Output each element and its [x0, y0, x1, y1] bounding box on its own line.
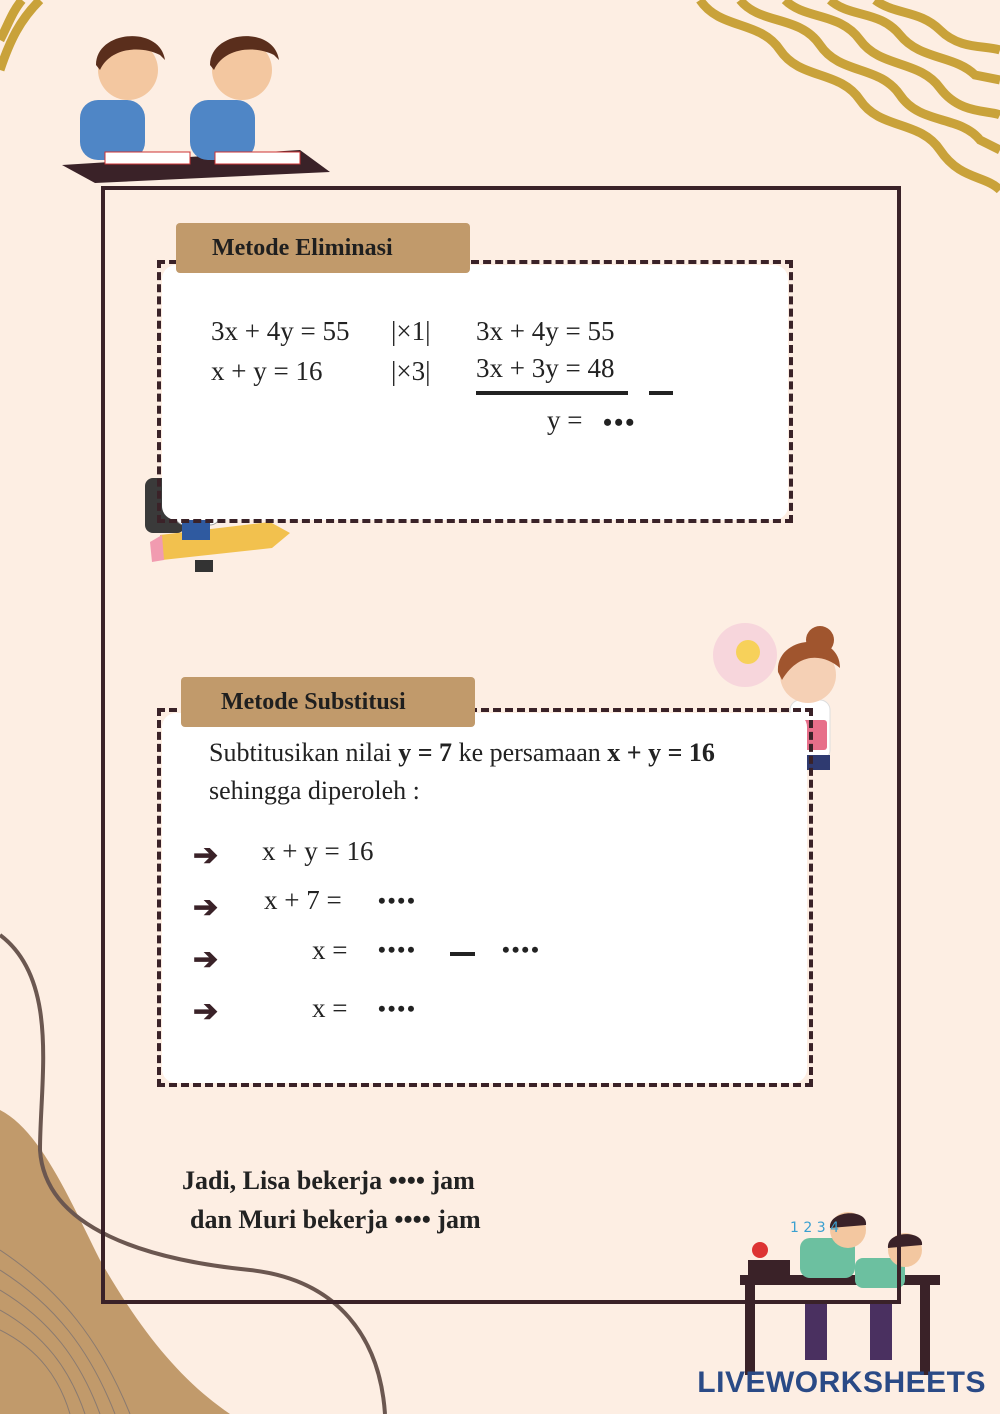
- eq2-multiplier: |×3|: [391, 356, 431, 386]
- step3-blank-1[interactable]: ••••: [378, 937, 417, 962]
- step4-label: x =: [312, 993, 348, 1023]
- arrow-icon: ➔: [193, 839, 219, 872]
- liveworksheets-logo: LIVEWORKSHEETS: [697, 1366, 986, 1399]
- step1-label: x + y = 16: [262, 836, 374, 866]
- result-y-blank[interactable]: •••: [603, 408, 637, 437]
- minus-sign: [450, 952, 475, 956]
- step2-label: x + 7 =: [264, 885, 342, 915]
- students-reading-illustration: [62, 36, 330, 183]
- eq2-right: 3x + 3y = 48: [476, 353, 615, 383]
- eq2-left: x + y = 16: [211, 356, 323, 386]
- eq1-right: 3x + 4y = 55: [476, 316, 615, 346]
- step4-blank[interactable]: ••••: [378, 996, 417, 1021]
- step2-blank[interactable]: ••••: [378, 888, 417, 913]
- eq1-left: 3x + 4y = 55: [211, 316, 350, 346]
- step3-blank-2[interactable]: ••••: [502, 937, 541, 962]
- substitution-intro-line2: sehingga diperoleh :: [209, 776, 420, 805]
- arrow-icon: ➔: [193, 891, 219, 924]
- conclusion-line1: Jadi, Lisa bekerja •••• jam: [182, 1166, 475, 1195]
- substitution-title: Metode Substitusi: [181, 677, 475, 727]
- eq1-multiplier: |×1|: [391, 316, 431, 346]
- svg-text:1 2 3 4: 1 2 3 4: [790, 1220, 839, 1236]
- elimination-dashed-border: [157, 260, 793, 523]
- arrow-icon: ➔: [193, 995, 219, 1028]
- result-y-label: y =: [547, 405, 583, 435]
- subtraction-line: [476, 391, 628, 395]
- conclusion-line2: dan Muri bekerja •••• jam: [190, 1205, 481, 1234]
- minus-sign: [649, 391, 673, 395]
- substitution-intro: Subtitusikan nilai y = 7 ke persamaan x + y = 16: [209, 738, 715, 767]
- elimination-title: Metode Eliminasi: [176, 223, 470, 273]
- step3-label: x =: [312, 935, 348, 965]
- arrow-icon: ➔: [193, 943, 219, 976]
